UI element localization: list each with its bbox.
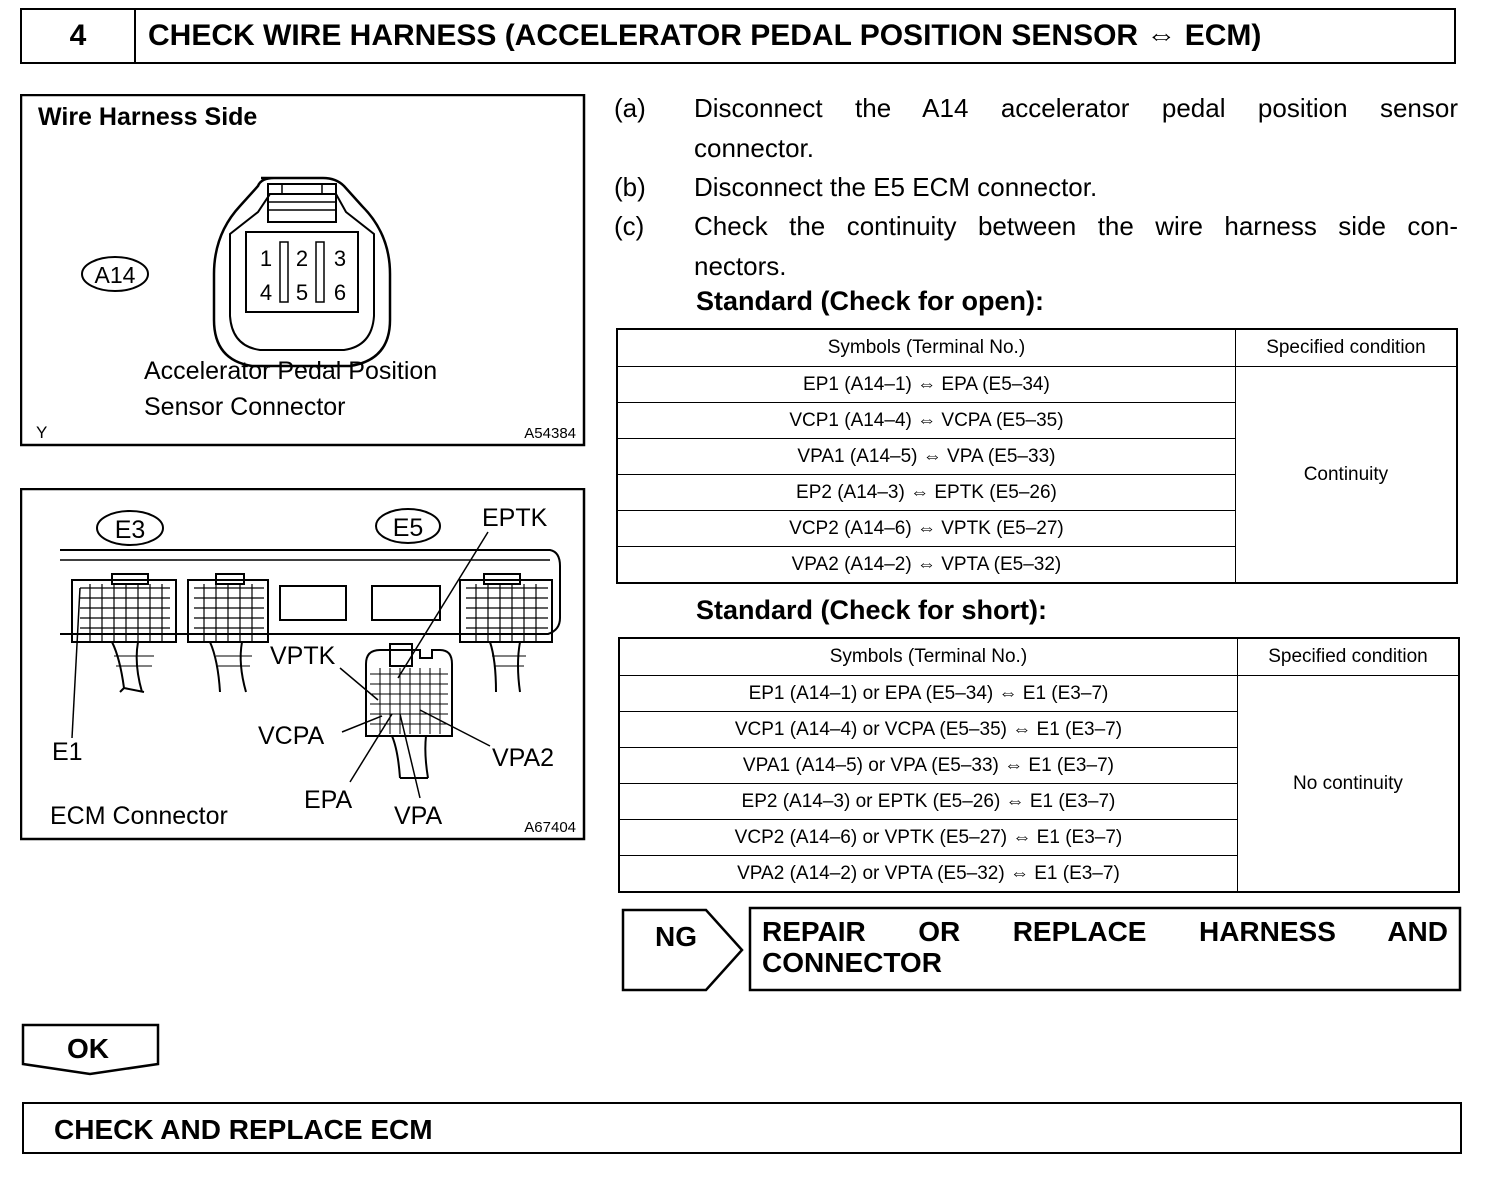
figure1-corner-mark: Y (36, 423, 48, 442)
a14-pin-6: 6 (333, 280, 347, 305)
figure1-id: A54384 (524, 425, 576, 442)
a14-tag: A14 (94, 262, 136, 288)
step-c-label: (c) (614, 211, 645, 241)
figure2-id: A67404 (524, 819, 576, 836)
figure1-caption-line1: Accelerator Pedal Position (144, 357, 438, 385)
col-condition: Specified condition (1237, 638, 1459, 676)
table-row (619, 676, 1459, 712)
step-c-line2: nectors. (694, 251, 787, 281)
figure2-caption: ECM Connector (50, 802, 228, 830)
a14-pin-4: 4 (259, 280, 273, 305)
standard-open-heading: Standard (Check for open): (696, 286, 1045, 316)
final-action-box (22, 1102, 1462, 1154)
table-header-row (619, 638, 1459, 676)
table-header-row (617, 329, 1457, 367)
figure1-caption-line2: Sensor Connector (144, 393, 346, 421)
label-vpa: VPA (394, 802, 443, 830)
symbol-cell: EP2 (A14–3) ⇔ EPTK (E5–26) (617, 475, 1235, 511)
e3-tag: E3 (114, 516, 146, 544)
symbol-cell: EP1 (A14–1) ⇔ EPA (E5–34) (617, 367, 1235, 403)
a14-pin-5: 5 (295, 280, 309, 305)
label-e1: E1 (52, 738, 83, 766)
standard-short-table (618, 637, 1460, 893)
table-row (617, 367, 1457, 403)
step-title: CHECK WIRE HARNESS (ACCELERATOR PEDAL POSITION SENSOR ⇔ ECM) (148, 19, 1262, 52)
symbol-cell: EP1 (A14–1) or EPA (E5–34) ⇔ E1 (E3–7) (619, 676, 1237, 712)
step-c-line1: Check the continuity between the wire harness side con- (694, 211, 1458, 241)
a14-pin-1: 1 (259, 246, 273, 271)
figure-wire-harness-side (20, 94, 588, 450)
col-condition: Specified condition (1235, 329, 1457, 367)
condition-cell: No continuity (1237, 676, 1459, 893)
symbol-cell: EP2 (A14–3) or EPTK (E5–26) ⇔ E1 (E3–7) (619, 784, 1237, 820)
ng-label: NG (655, 921, 697, 952)
symbol-cell: VCP2 (A14–6) or VPTK (E5–27) ⇔ E1 (E3–7) (619, 820, 1237, 856)
symbol-cell: VCP1 (A14–4) or VCPA (E5–35) ⇔ E1 (E3–7) (619, 712, 1237, 748)
step-header (20, 8, 1456, 64)
col-symbols: Symbols (Terminal No.) (617, 329, 1235, 367)
step-b-line1: Disconnect the E5 ECM connector. (694, 172, 1098, 202)
symbol-cell: VPA2 (A14–2) or VPTA (E5–32) ⇔ E1 (E3–7) (619, 856, 1237, 893)
figure1-title: Wire Harness Side (38, 103, 258, 131)
label-vcpa: VCPA (258, 722, 325, 750)
symbol-cell: VCP1 (A14–4) ⇔ VCPA (E5–35) (617, 403, 1235, 439)
step-b-label: (b) (614, 172, 646, 202)
label-vptk: VPTK (270, 642, 336, 670)
label-vpa2: VPA2 (492, 744, 555, 772)
condition-cell: Continuity (1235, 367, 1457, 584)
step-a-label: (a) (614, 93, 646, 123)
a14-pin-3: 3 (333, 246, 347, 271)
symbol-cell: VPA2 (A14–2) ⇔ VPTA (E5–32) (617, 547, 1235, 584)
label-epa: EPA (304, 786, 353, 814)
figure-ecm-connector (20, 488, 588, 844)
a14-pin-2: 2 (295, 246, 309, 271)
step-number: 4 (22, 10, 136, 62)
step-a-line2: connector. (694, 133, 814, 163)
symbol-cell: VCP2 (A14–6) ⇔ VPTK (E5–27) (617, 511, 1235, 547)
symbol-cell: VPA1 (A14–5) or VPA (E5–33) ⇔ E1 (E3–7) (619, 748, 1237, 784)
col-symbols: Symbols (Terminal No.) (619, 638, 1237, 676)
e5-tag: E5 (392, 514, 424, 542)
ng-action: REPAIR OR REPLACE HARNESS AND CONNECTOR (762, 916, 1448, 978)
ok-branch (20, 1022, 162, 1078)
ok-label: OK (67, 1033, 109, 1064)
symbol-cell: VPA1 (A14–5) ⇔ VPA (E5–33) (617, 439, 1235, 475)
standard-short-heading: Standard (Check for short): (696, 595, 1048, 625)
standard-open-table (616, 328, 1458, 584)
label-eptk: EPTK (482, 504, 548, 532)
final-action: CHECK AND REPLACE ECM (54, 1114, 433, 1145)
step-a-line1: Disconnect the A14 accelerator pedal position sensor (694, 93, 1458, 123)
